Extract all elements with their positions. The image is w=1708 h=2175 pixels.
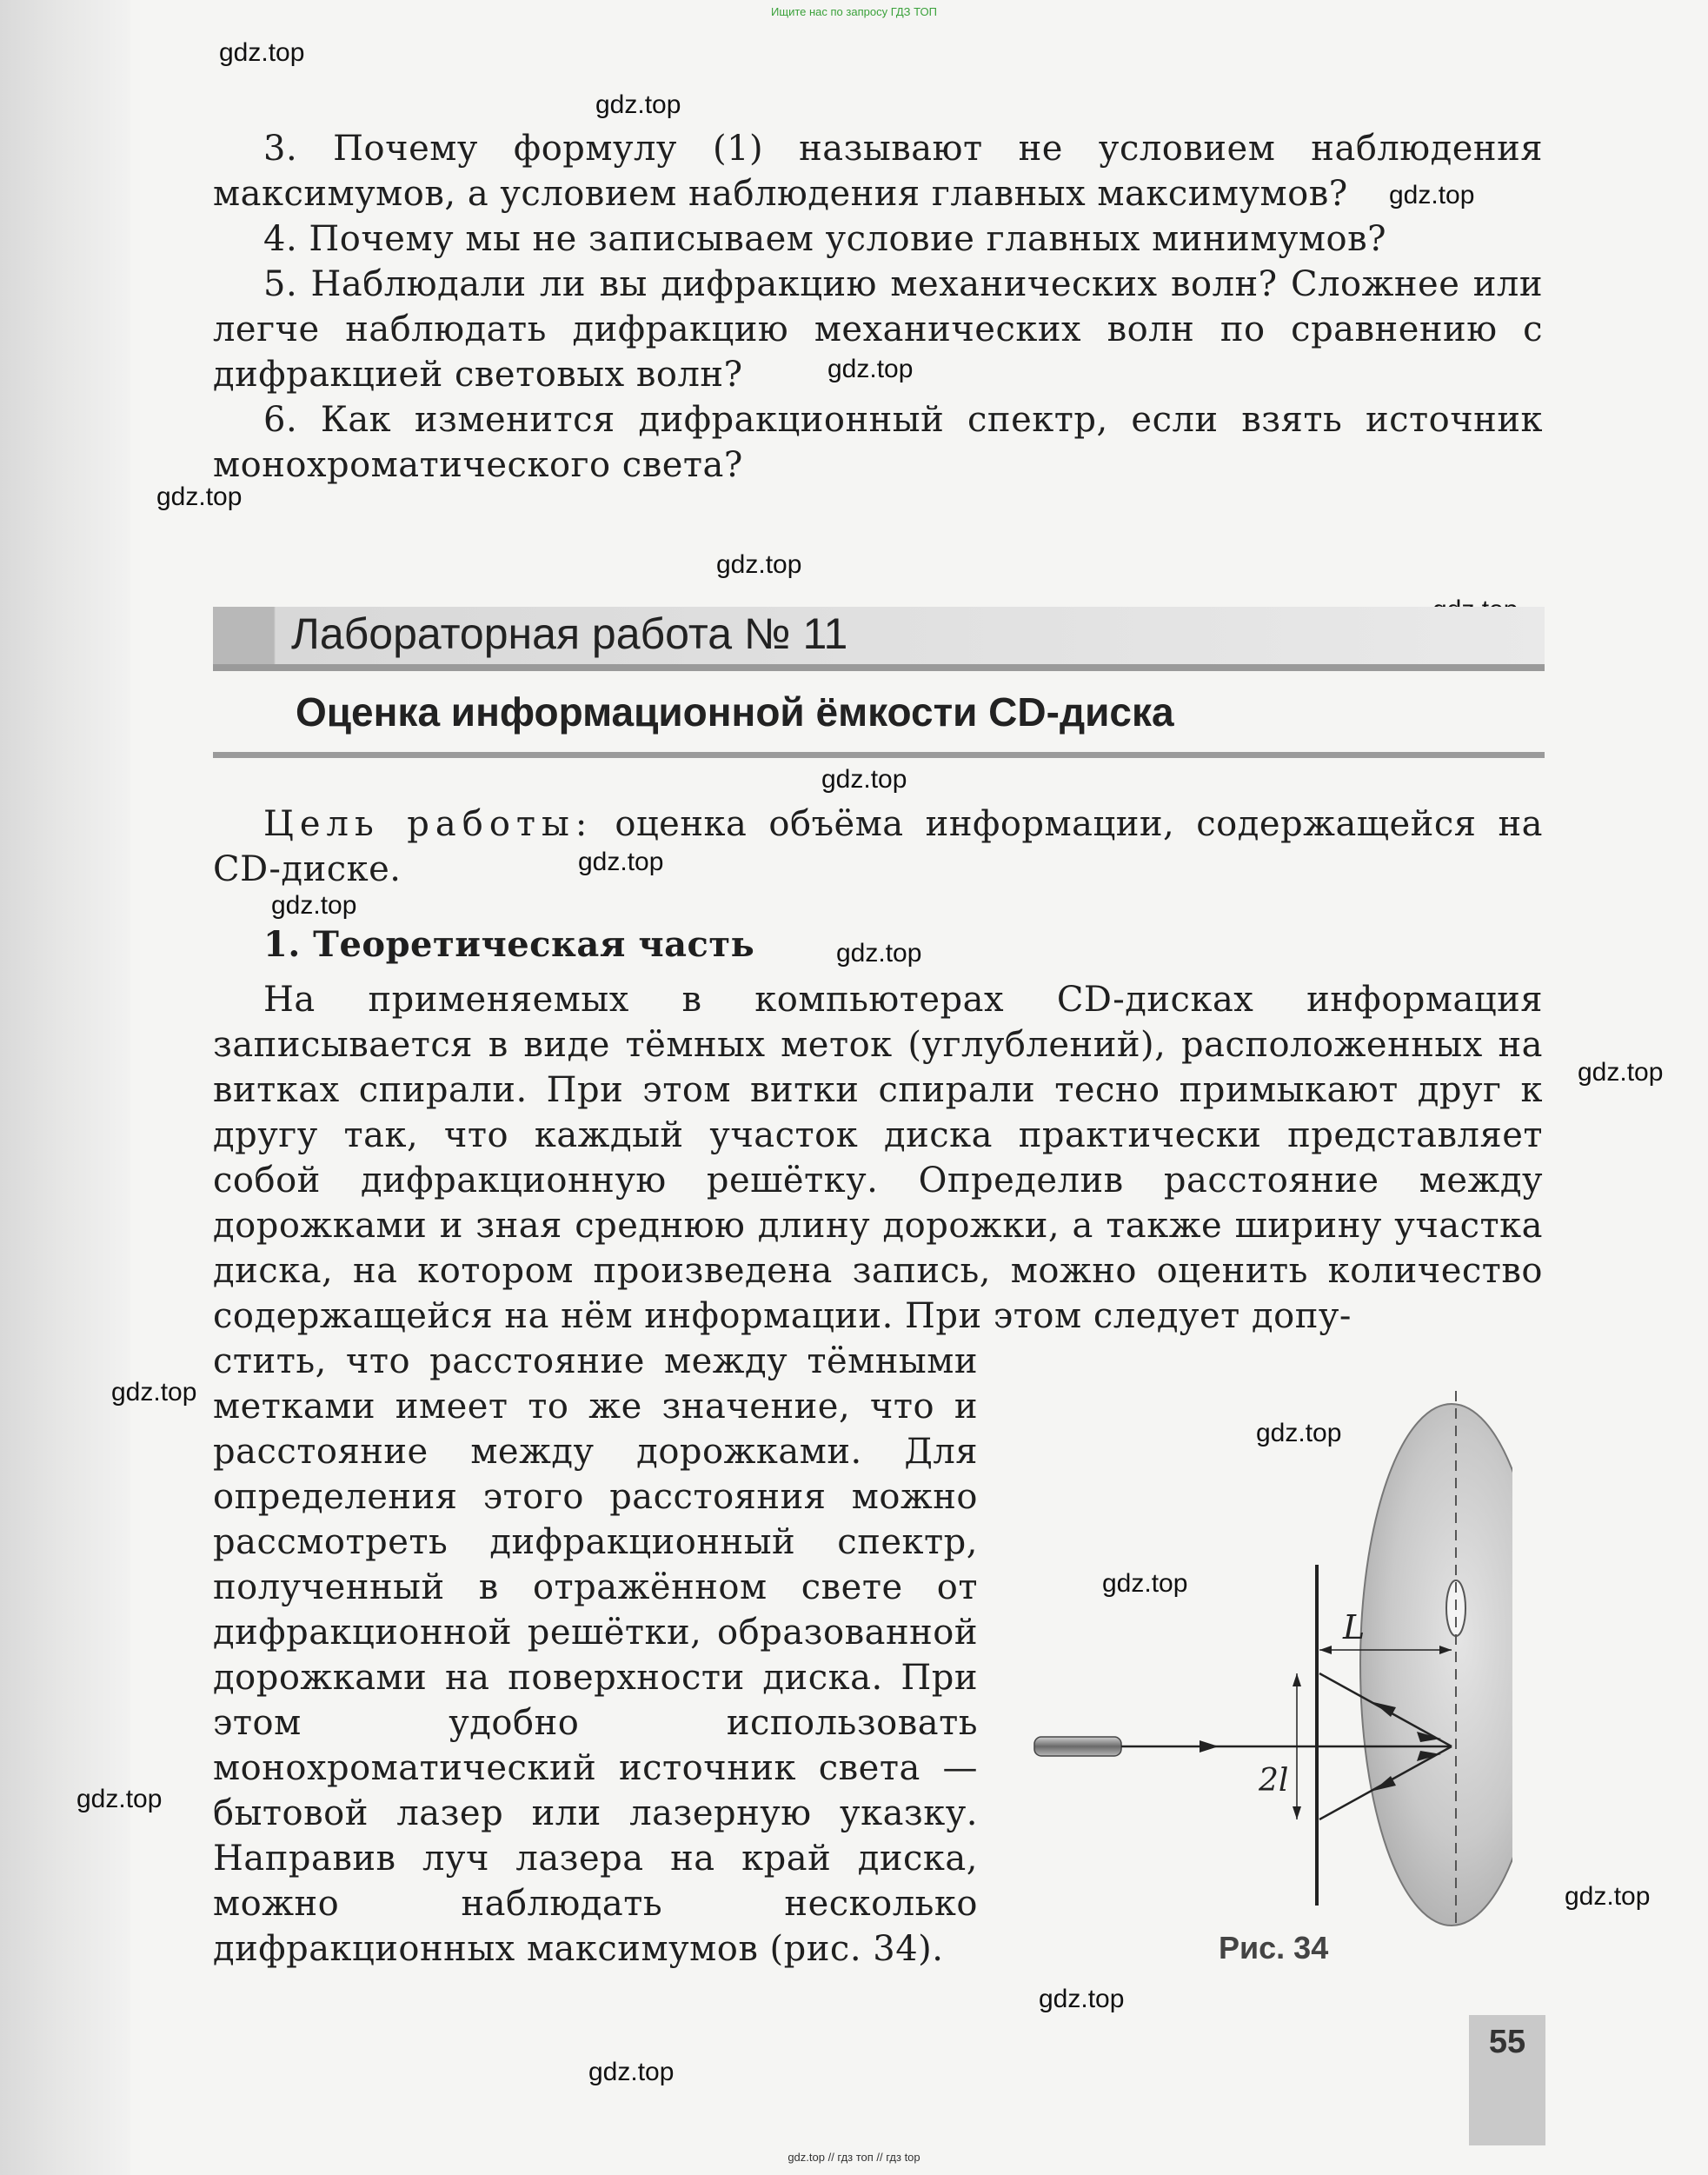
laser-pointer bbox=[1034, 1737, 1121, 1756]
dimension-L-arrow-left bbox=[1319, 1646, 1332, 1654]
goal-text: оценка объёма информации, содержащейся на CD-диске. bbox=[213, 804, 1543, 889]
cd-disc bbox=[1360, 1404, 1512, 1926]
top-banner: Ищите нас по запросу ГДЗ ТОП bbox=[771, 5, 937, 18]
beam-arrow bbox=[1200, 1740, 1219, 1753]
lab-heading-rule bbox=[213, 664, 1545, 671]
watermark: gdz.top bbox=[156, 482, 243, 511]
watermark: gdz.top bbox=[827, 355, 914, 383]
book-spine-shadow bbox=[0, 0, 130, 2175]
watermark: gdz.top bbox=[578, 848, 664, 876]
question-5: 5. Наблюдали ли вы дифракцию механических волн? Сложнее или легче наблюдать дифракцию механических волн по сравнению с дифракцией световых волн? bbox=[213, 264, 1543, 395]
watermark: gdz.top bbox=[595, 90, 681, 119]
goal-label: Цель работы: bbox=[263, 804, 594, 844]
question-4: 4. Почему мы не записываем условие главных минимумов? bbox=[263, 219, 1387, 259]
watermark: gdz.top bbox=[271, 891, 357, 920]
watermark: gdz.top bbox=[111, 1378, 197, 1407]
body-paragraph: На применяемых в компьютерах CD-дисках информация записывается в виде тёмных меток (углублений), расположенных на витках спирали. При этом витки спирали тесно примыкают друг к другу так, что каждый участок диска практически представляет собой дифракционную решётку. Определив расстояние между дорожками и зная среднюю длину дорожки, а также ширину участка диска, на котором произведена запись, можно оценить количество содержащейся на нём информации. При этом следует допу- bbox=[213, 980, 1543, 1336]
watermark: gdz.top bbox=[1578, 1058, 1664, 1087]
watermark: gdz.top bbox=[1389, 181, 1475, 210]
goal-paragraph bbox=[213, 801, 1543, 892]
lab-title-rule bbox=[213, 752, 1545, 758]
watermark: gdz.top bbox=[1039, 1985, 1125, 2013]
lab-title: Оценка информационной ёмкости CD-диска bbox=[296, 689, 1174, 735]
watermark: gdz.top bbox=[821, 765, 907, 794]
watermark: gdz.top bbox=[716, 550, 802, 579]
watermark: gdz.top bbox=[1565, 1882, 1651, 1911]
dimension-2l-arrow-top bbox=[1293, 1673, 1301, 1686]
figure-34-diagram bbox=[1026, 1374, 1512, 1930]
watermark: gdz.top bbox=[1102, 1569, 1188, 1598]
body-paragraph-continued: стить, что расстояние между тёмными метками имеет то же значение, что и расстояние между дорожками. Для определения этого расстояния можно рассмотреть дифракционный спектр, полученный в отражённом свете от дифракционной решётки, образованной дорожками на поверхности диска. При этом удобно использовать монохроматический источник света — бытовой лазер или лазерную указку. Направив луч лазера на край диска, можно наблюдать несколько дифракционных максимумов (рис. 34). bbox=[213, 1341, 978, 1969]
section-heading: 1. Теоретическая часть bbox=[263, 924, 755, 965]
watermark: gdz.top bbox=[1256, 1419, 1342, 1447]
bottom-banner: gdz.top // гдз топ // гдз top bbox=[788, 2151, 920, 2164]
label-L: L bbox=[1343, 1608, 1366, 1646]
watermark: gdz.top bbox=[836, 939, 922, 968]
page-number: 55 bbox=[1488, 2024, 1526, 2060]
label-2l: 2l bbox=[1259, 1763, 1289, 1799]
dimension-2l-arrow-bottom bbox=[1293, 1806, 1301, 1819]
question-6: 6. Как изменится дифракционный спектр, если взять источник монохроматического света? bbox=[213, 400, 1543, 485]
figure-caption: Рис. 34 bbox=[1219, 1930, 1329, 1965]
watermark: gdz.top bbox=[219, 38, 305, 67]
watermark: gdz.top bbox=[76, 1785, 163, 1813]
question-3: 3. Почему формулу (1) называют не условием наблюдения максимумов, а условием наблюдения главных максимумов? bbox=[213, 129, 1543, 214]
lab-heading: Лабораторная работа № 11 bbox=[291, 609, 848, 658]
watermark: gdz.top bbox=[588, 2058, 675, 2086]
